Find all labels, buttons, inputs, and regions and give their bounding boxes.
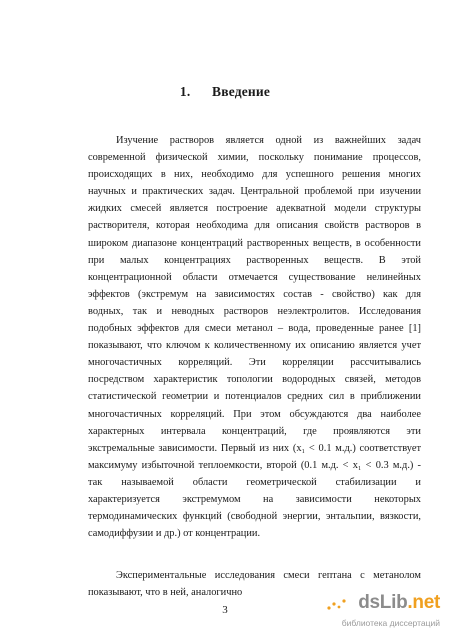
- text-line: многочастичных корреляций. При этом обсуждаются два наиболее: [88, 408, 421, 420]
- watermark-logo-tld: .net: [407, 592, 440, 613]
- text-line: жидких смесей является построение адекватной модели структуры: [88, 203, 421, 215]
- text-line: широком диапазоне концентраций растворенных веществ, в особенности: [88, 237, 421, 249]
- text-line: самодиффузии и др.) от концентрации.: [88, 528, 261, 540]
- page-number: 3: [222, 604, 228, 616]
- text-line: эффектов (экстремум на зависимостях состав - свойство) как для: [88, 288, 421, 300]
- text-line: современной физической химии, поскольку понимание процессов,: [88, 152, 421, 164]
- text-line: при малых концентрациях растворенных веществ. В этой: [88, 254, 421, 266]
- text-line: экстремальные зависимости. Первый из них (x₁ < 0.1 м.д.) соответствует: [88, 442, 421, 454]
- watermark-logo: [358, 592, 440, 614]
- text-line: Экспериментальные исследования смеси гептана с метанолом: [116, 570, 421, 581]
- text-line: водных, так и неводных растворов неэлектролитов. Исследования: [88, 305, 421, 317]
- text-line: растворителя, которая необходима для описания свойств растворов в: [88, 220, 421, 232]
- text-line: многочастичных корреляций. Эти корреляции рассчитывались: [88, 357, 421, 369]
- section-heading: [0, 84, 450, 100]
- text-line: Изучение растворов является одной из важнейших задач: [116, 135, 421, 146]
- text-line: научных и практических задач. Центральной проблемой при изучении: [88, 186, 421, 198]
- section-number: 1.: [179, 84, 191, 99]
- watermark-logo-main: dsLib: [358, 592, 408, 613]
- text-line: максимуму избыточной теплоемкости, второй (0.1 м.д. < x₁ < 0.3 м.д.) -: [88, 459, 421, 471]
- text-line: происходящих в них, необходимо для успешного решения многих: [88, 169, 421, 181]
- section-title: Введение: [212, 84, 271, 99]
- watermark-subtitle: библиотека диссертаций: [341, 618, 440, 628]
- text-line: характеризуется экстремумом на зависимости некоторых: [88, 493, 421, 505]
- dslib-watermark: [322, 592, 440, 628]
- text-line: статистической геометрии и потенциалов средних сил в приближении: [88, 391, 421, 403]
- text-line: посредством характеристик топологии водородных связей, методов: [88, 374, 421, 386]
- text-line: так называемой области геометрической стабилизации и: [88, 476, 421, 488]
- text-line: показывают, что в ней, аналогично: [88, 587, 243, 599]
- watermark-dots-icon: [326, 596, 348, 612]
- text-line: характерных интервала концентраций, где проявляются эти: [88, 425, 421, 437]
- text-line: показывают, что ключом к количественному их описанию является учет: [88, 340, 421, 352]
- text-line: термодинамических функций (свободной энергии, энтальпии, вязкости,: [88, 511, 421, 523]
- text-line: концентрационной области отмечается существование нелинейных: [88, 271, 421, 283]
- text-line: подобных эффектов для смеси метанол – вода, проведенные ранее [1]: [88, 323, 421, 335]
- intro-paragraph-1: [88, 132, 421, 542]
